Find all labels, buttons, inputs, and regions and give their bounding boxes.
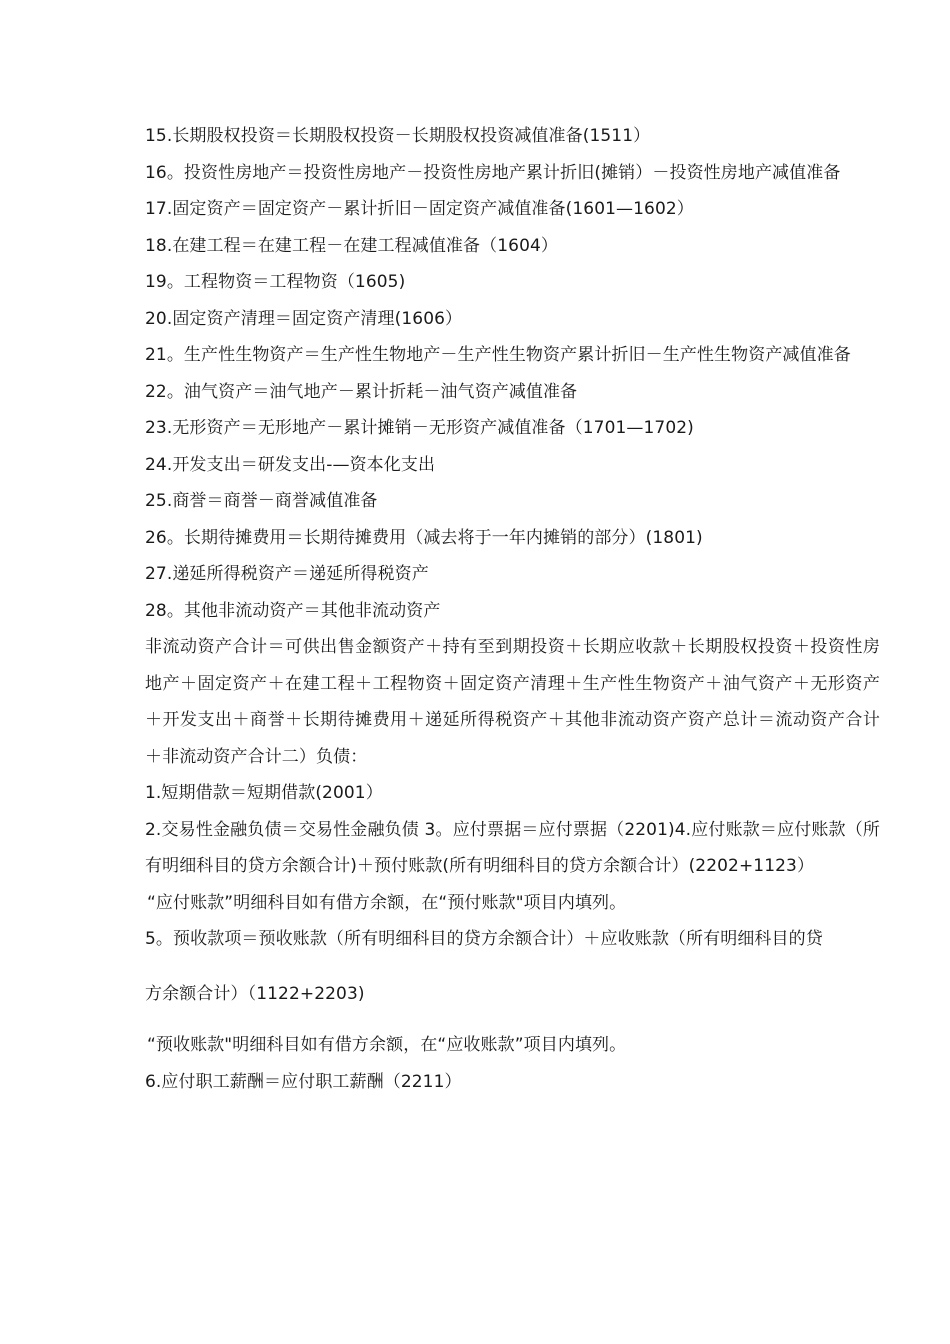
paragraph-line: 方余额合计）（1122+2203) bbox=[145, 983, 365, 1004]
paragraph-line: 25.商誉＝商誉－商誉减值准备 bbox=[145, 491, 378, 511]
paragraph-line: 23.无形资产＝无形地产－累计摊销－无形资产减值准备（1701—1702) bbox=[145, 418, 694, 438]
paragraph-line: 1.短期借款＝短期借款(2001） bbox=[145, 783, 383, 803]
paragraph-line: 18.在建工程＝在建工程－在建工程减值准备（1604） bbox=[145, 235, 558, 256]
paragraph-line: 16。投资性房地产＝投资性房地产－投资性房地产累计折旧(摊销）－投资性房地产减值准备 bbox=[145, 162, 841, 183]
paragraph-line: 26。长期待摊费用＝长期待摊费用（减去将于一年内摊销的部分）(1801) bbox=[145, 527, 703, 548]
paragraph-line: 17.固定资产＝固定资产－累计折旧－固定资产减值准备(1601—1602） bbox=[145, 199, 694, 219]
paragraph-line: 2.交易性金融负债＝交易性金融负债 3。应付票据＝应付票据（2201)4.应付账款＝应付账款（所有明细科目的贷方余额合计)＋预付账款(所有明细科目的贷方余额合计）(2202+1123） bbox=[145, 819, 880, 876]
paragraph-line: 21。生产性生物资产＝生产性生物地产－生产性生物资产累计折旧－生产性生物资产减值准备 bbox=[145, 345, 851, 365]
paragraph-line: “预收账款"明细科目如有借方余额，在“应收账款”项目内填列。 bbox=[147, 1035, 627, 1055]
paragraph-line: 27.递延所得税资产＝递延所得税资产 bbox=[145, 564, 429, 584]
paragraph-line: 非流动资产合计＝可供出售金额资产＋持有至到期投资＋长期应收款＋长期股权投资＋投资性房地产＋固定资产＋在建工程＋工程物资＋固定资产清理＋生产性生物资产＋油气资产＋无形资产＋开发支出＋商誉＋长期待摊费用＋递延所得税资产＋其他非流动资产资产总计＝流动资产合计＋非流动资产合计二）负债： bbox=[145, 637, 880, 767]
paragraph-line: 20.固定资产清理＝固定资产清理(1606） bbox=[145, 308, 463, 329]
paragraph-line: “应付账款”明细科目如有借方余额，在“预付账款"项目内填列。 bbox=[147, 892, 627, 913]
paragraph-line: 6.应付职工薪酬＝应付职工薪酬（2211） bbox=[145, 1071, 462, 1092]
document-body bbox=[145, 118, 880, 1100]
paragraph-line: 19。工程物资＝工程物资（1605) bbox=[145, 272, 406, 292]
paragraph-line: 5。预收款项＝预收账款（所有明细科目的贷方余额合计）＋应收账款（所有明细科目的贷 bbox=[145, 929, 823, 949]
paragraph-line: 22。油气资产＝油气地产－累计折耗－油气资产减值准备 bbox=[145, 381, 578, 402]
paragraph-line: 15.长期股权投资＝长期股权投资－长期股权投资减值准备(1511） bbox=[145, 126, 651, 146]
paragraph-line: 28。其他非流动资产＝其他非流动资产 bbox=[145, 600, 441, 621]
paragraph-line: 24.开发支出＝研发支出-—资本化支出 bbox=[145, 454, 436, 475]
